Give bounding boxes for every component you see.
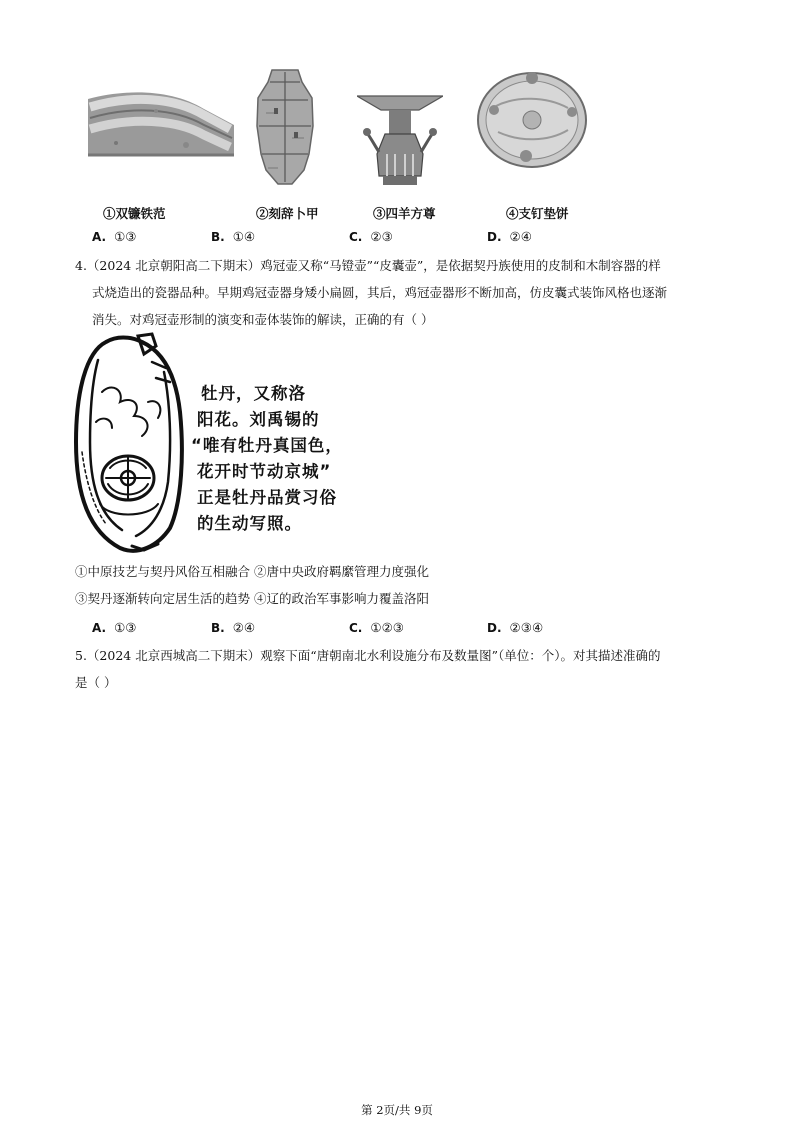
option-c[interactable] — [349, 620, 404, 635]
option-text: ②③ — [370, 229, 393, 244]
figure-text-line: “唯有牡丹真国色， — [191, 436, 343, 455]
option-text: ①③ — [114, 620, 137, 635]
option-text: ②④ — [509, 229, 532, 244]
option-c[interactable] — [349, 229, 393, 244]
oracle-bone-turtle-shell-icon — [256, 68, 314, 186]
figure-double-sickle-iron-mold — [86, 85, 236, 157]
figure-text-line: 牡丹，又称洛 — [201, 384, 306, 403]
stem-line: 4.（2024 北京朝阳高二下期末）鸡冠壶又称“马镫壶”“皮囊壶”，是依据契丹族使用的皮制和木制容器的样 — [75, 258, 661, 273]
double-sickle-iron-mold-icon — [86, 85, 236, 157]
figure-text-line: 阳花。刘禹锡的 — [197, 410, 320, 429]
option-b[interactable] — [211, 620, 255, 635]
option-d[interactable] — [487, 620, 543, 635]
figure-nail-supported-pad-cake — [476, 66, 588, 170]
stem-line: 消失。对鸡冠壶形制的演变和壶体装饰的解读，正确的有（ ） — [92, 312, 434, 327]
option-letter: C. — [349, 621, 363, 635]
question-4-stem — [75, 252, 667, 333]
option-letter: B. — [211, 621, 225, 635]
statement-line: ③契丹逐渐转向定居生活的趋势 ④辽的政治军事影响力覆盖洛阳 — [75, 591, 429, 606]
statement-line: ①中原技艺与契丹风俗互相融合 ②唐中央政府羁縻管理力度强化 — [75, 564, 429, 579]
page-number: 第 2页/共 9页 — [361, 1103, 433, 1117]
option-text: ②④ — [232, 620, 256, 635]
option-text: ①③ — [114, 229, 137, 244]
option-letter: D. — [487, 230, 502, 244]
image-caption: ③四羊方尊 — [373, 206, 436, 221]
option-letter: C. — [349, 230, 363, 244]
option-d[interactable] — [487, 229, 532, 244]
image-caption: ④支钉垫饼 — [506, 206, 569, 221]
figure-text-block — [191, 381, 343, 537]
image-caption: ①双镰铁范 — [103, 206, 166, 221]
option-letter: A. — [92, 621, 107, 635]
option-b[interactable] — [211, 229, 255, 244]
option-text: ①④ — [232, 229, 256, 244]
figure-text-line: 正是牡丹品赏习俗 — [197, 488, 337, 507]
stem-line: 式烧造出的瓷器品种。早期鸡冠壶器身矮小扁圆，其后，鸡冠壶器形不断加高，仿皮囊式装饰风格也逐渐 — [92, 285, 668, 300]
figure-oracle-bone-turtle-shell — [256, 68, 314, 186]
stem-line: 是（ ） — [75, 675, 117, 690]
question-5-stem — [75, 642, 661, 696]
figure-text-line: 花开时节动京城” — [197, 462, 332, 481]
figure-text-line: 的生动写照。 — [197, 514, 302, 533]
figure-four-ram-square-zun — [357, 92, 443, 187]
image-caption: ②刻辞卜甲 — [256, 206, 319, 221]
figure-cockscomb-pot — [72, 332, 188, 556]
option-text: ①②③ — [370, 620, 404, 635]
option-a[interactable] — [92, 229, 137, 244]
option-letter: D. — [487, 621, 502, 635]
option-text: ②③④ — [509, 620, 544, 635]
cockscomb-pot-peony-sketch-icon — [72, 332, 188, 556]
stem-line: 5.（2024 北京西城高二下期末）观察下面“唐朝南北水利设施分布及数量图”（单位：个）。对其描述准确的 — [75, 648, 661, 663]
nail-supported-pad-cake-icon — [476, 66, 588, 170]
option-letter: A. — [92, 230, 107, 244]
four-ram-square-zun-icon — [357, 92, 443, 187]
option-letter: B. — [211, 230, 225, 244]
option-a[interactable] — [92, 620, 137, 635]
